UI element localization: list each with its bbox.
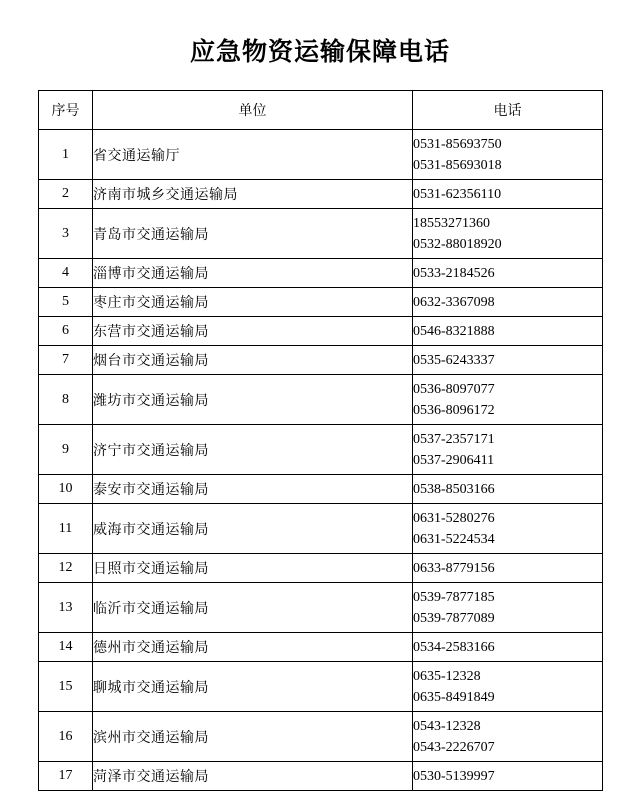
cell-unit: 德州市交通运输局 (93, 633, 413, 662)
cell-index: 11 (39, 504, 93, 554)
table-header-row (39, 91, 603, 130)
phone-number: 0539-7877185 (413, 589, 495, 605)
table-body (39, 130, 603, 791)
cell-index: 10 (39, 475, 93, 504)
phone-number: 0534-2583166 (413, 639, 495, 655)
phone-number: 0530-5139997 (413, 768, 495, 784)
cell-index: 4 (39, 259, 93, 288)
phone-number: 0536-8096172 (413, 402, 495, 418)
phone-number: 0537-2357171 (413, 431, 495, 447)
cell-phone (413, 475, 603, 504)
cell-phone (413, 288, 603, 317)
cell-phone (413, 662, 603, 712)
phone-number: 0631-5280276 (413, 510, 495, 526)
table-row (39, 662, 603, 712)
cell-phone (413, 180, 603, 209)
table-row (39, 504, 603, 554)
table-row (39, 209, 603, 259)
cell-index: 16 (39, 712, 93, 762)
table-row (39, 375, 603, 425)
cell-index: 1 (39, 130, 93, 180)
cell-phone (413, 346, 603, 375)
table-header (39, 91, 603, 130)
phone-number: 0635-12328 (413, 668, 481, 684)
phone-number: 0531-85693018 (413, 157, 502, 173)
phone-number: 0535-6243337 (413, 352, 495, 368)
phone-number: 0546-8321888 (413, 323, 495, 339)
table-row (39, 712, 603, 762)
table-row (39, 583, 603, 633)
table-row (39, 317, 603, 346)
table-row (39, 130, 603, 180)
phone-number: 0533-2184526 (413, 265, 495, 281)
column-header-index: 序号 (39, 91, 93, 130)
cell-index: 8 (39, 375, 93, 425)
cell-phone (413, 130, 603, 180)
page-title: 应急物资运输保障电话 (189, 38, 450, 66)
phone-number: 0538-8503166 (413, 481, 495, 497)
phone-number: 0543-2226707 (413, 739, 495, 755)
column-header-unit: 单位 (93, 91, 413, 130)
cell-unit: 菏泽市交通运输局 (93, 762, 413, 791)
cell-unit: 济南市城乡交通运输局 (93, 180, 413, 209)
phone-number: 0532-88018920 (413, 236, 502, 252)
table-row (39, 554, 603, 583)
table-row (39, 180, 603, 209)
cell-index: 14 (39, 633, 93, 662)
table-row (39, 633, 603, 662)
cell-unit: 枣庄市交通运输局 (93, 288, 413, 317)
cell-unit: 威海市交通运输局 (93, 504, 413, 554)
cell-index: 9 (39, 425, 93, 475)
cell-index: 5 (39, 288, 93, 317)
table-row (39, 259, 603, 288)
cell-index: 7 (39, 346, 93, 375)
cell-index: 15 (39, 662, 93, 712)
cell-phone (413, 317, 603, 346)
table-row (39, 288, 603, 317)
table-row (39, 425, 603, 475)
table-row (39, 475, 603, 504)
table-row (39, 346, 603, 375)
phone-number: 0635-8491849 (413, 689, 495, 705)
cell-phone (413, 712, 603, 762)
phone-number: 18553271360 (413, 215, 490, 231)
cell-unit: 济宁市交通运输局 (93, 425, 413, 475)
cell-phone (413, 425, 603, 475)
cell-unit: 日照市交通运输局 (93, 554, 413, 583)
cell-index: 6 (39, 317, 93, 346)
cell-unit: 潍坊市交通运输局 (93, 375, 413, 425)
emergency-contact-table (38, 90, 603, 791)
cell-phone (413, 633, 603, 662)
cell-phone (413, 762, 603, 791)
cell-phone (413, 259, 603, 288)
cell-phone (413, 554, 603, 583)
cell-index: 12 (39, 554, 93, 583)
phone-number: 0536-8097077 (413, 381, 495, 397)
phone-number: 0531-62356110 (413, 186, 502, 202)
cell-unit: 烟台市交通运输局 (93, 346, 413, 375)
phone-number: 0631-5224534 (413, 531, 495, 547)
cell-unit: 聊城市交通运输局 (93, 662, 413, 712)
cell-index: 17 (39, 762, 93, 791)
table-container (0, 90, 640, 791)
cell-unit: 东营市交通运输局 (93, 317, 413, 346)
cell-unit: 泰安市交通运输局 (93, 475, 413, 504)
cell-unit: 滨州市交通运输局 (93, 712, 413, 762)
cell-phone (413, 583, 603, 633)
cell-index: 13 (39, 583, 93, 633)
cell-unit: 临沂市交通运输局 (93, 583, 413, 633)
cell-phone (413, 504, 603, 554)
table-row (39, 762, 603, 791)
cell-unit: 淄博市交通运输局 (93, 259, 413, 288)
column-header-phone: 电话 (413, 91, 603, 130)
phone-number: 0632-3367098 (413, 294, 495, 310)
cell-unit: 青岛市交通运输局 (93, 209, 413, 259)
cell-phone (413, 209, 603, 259)
cell-unit: 省交通运输厅 (93, 130, 413, 180)
cell-phone (413, 375, 603, 425)
cell-index: 2 (39, 180, 93, 209)
cell-index: 3 (39, 209, 93, 259)
phone-number: 0539-7877089 (413, 610, 495, 626)
phone-number: 0633-8779156 (413, 560, 495, 576)
phone-number: 0537-2906411 (413, 452, 495, 468)
phone-number: 0543-12328 (413, 718, 481, 734)
phone-number: 0531-85693750 (413, 136, 502, 152)
